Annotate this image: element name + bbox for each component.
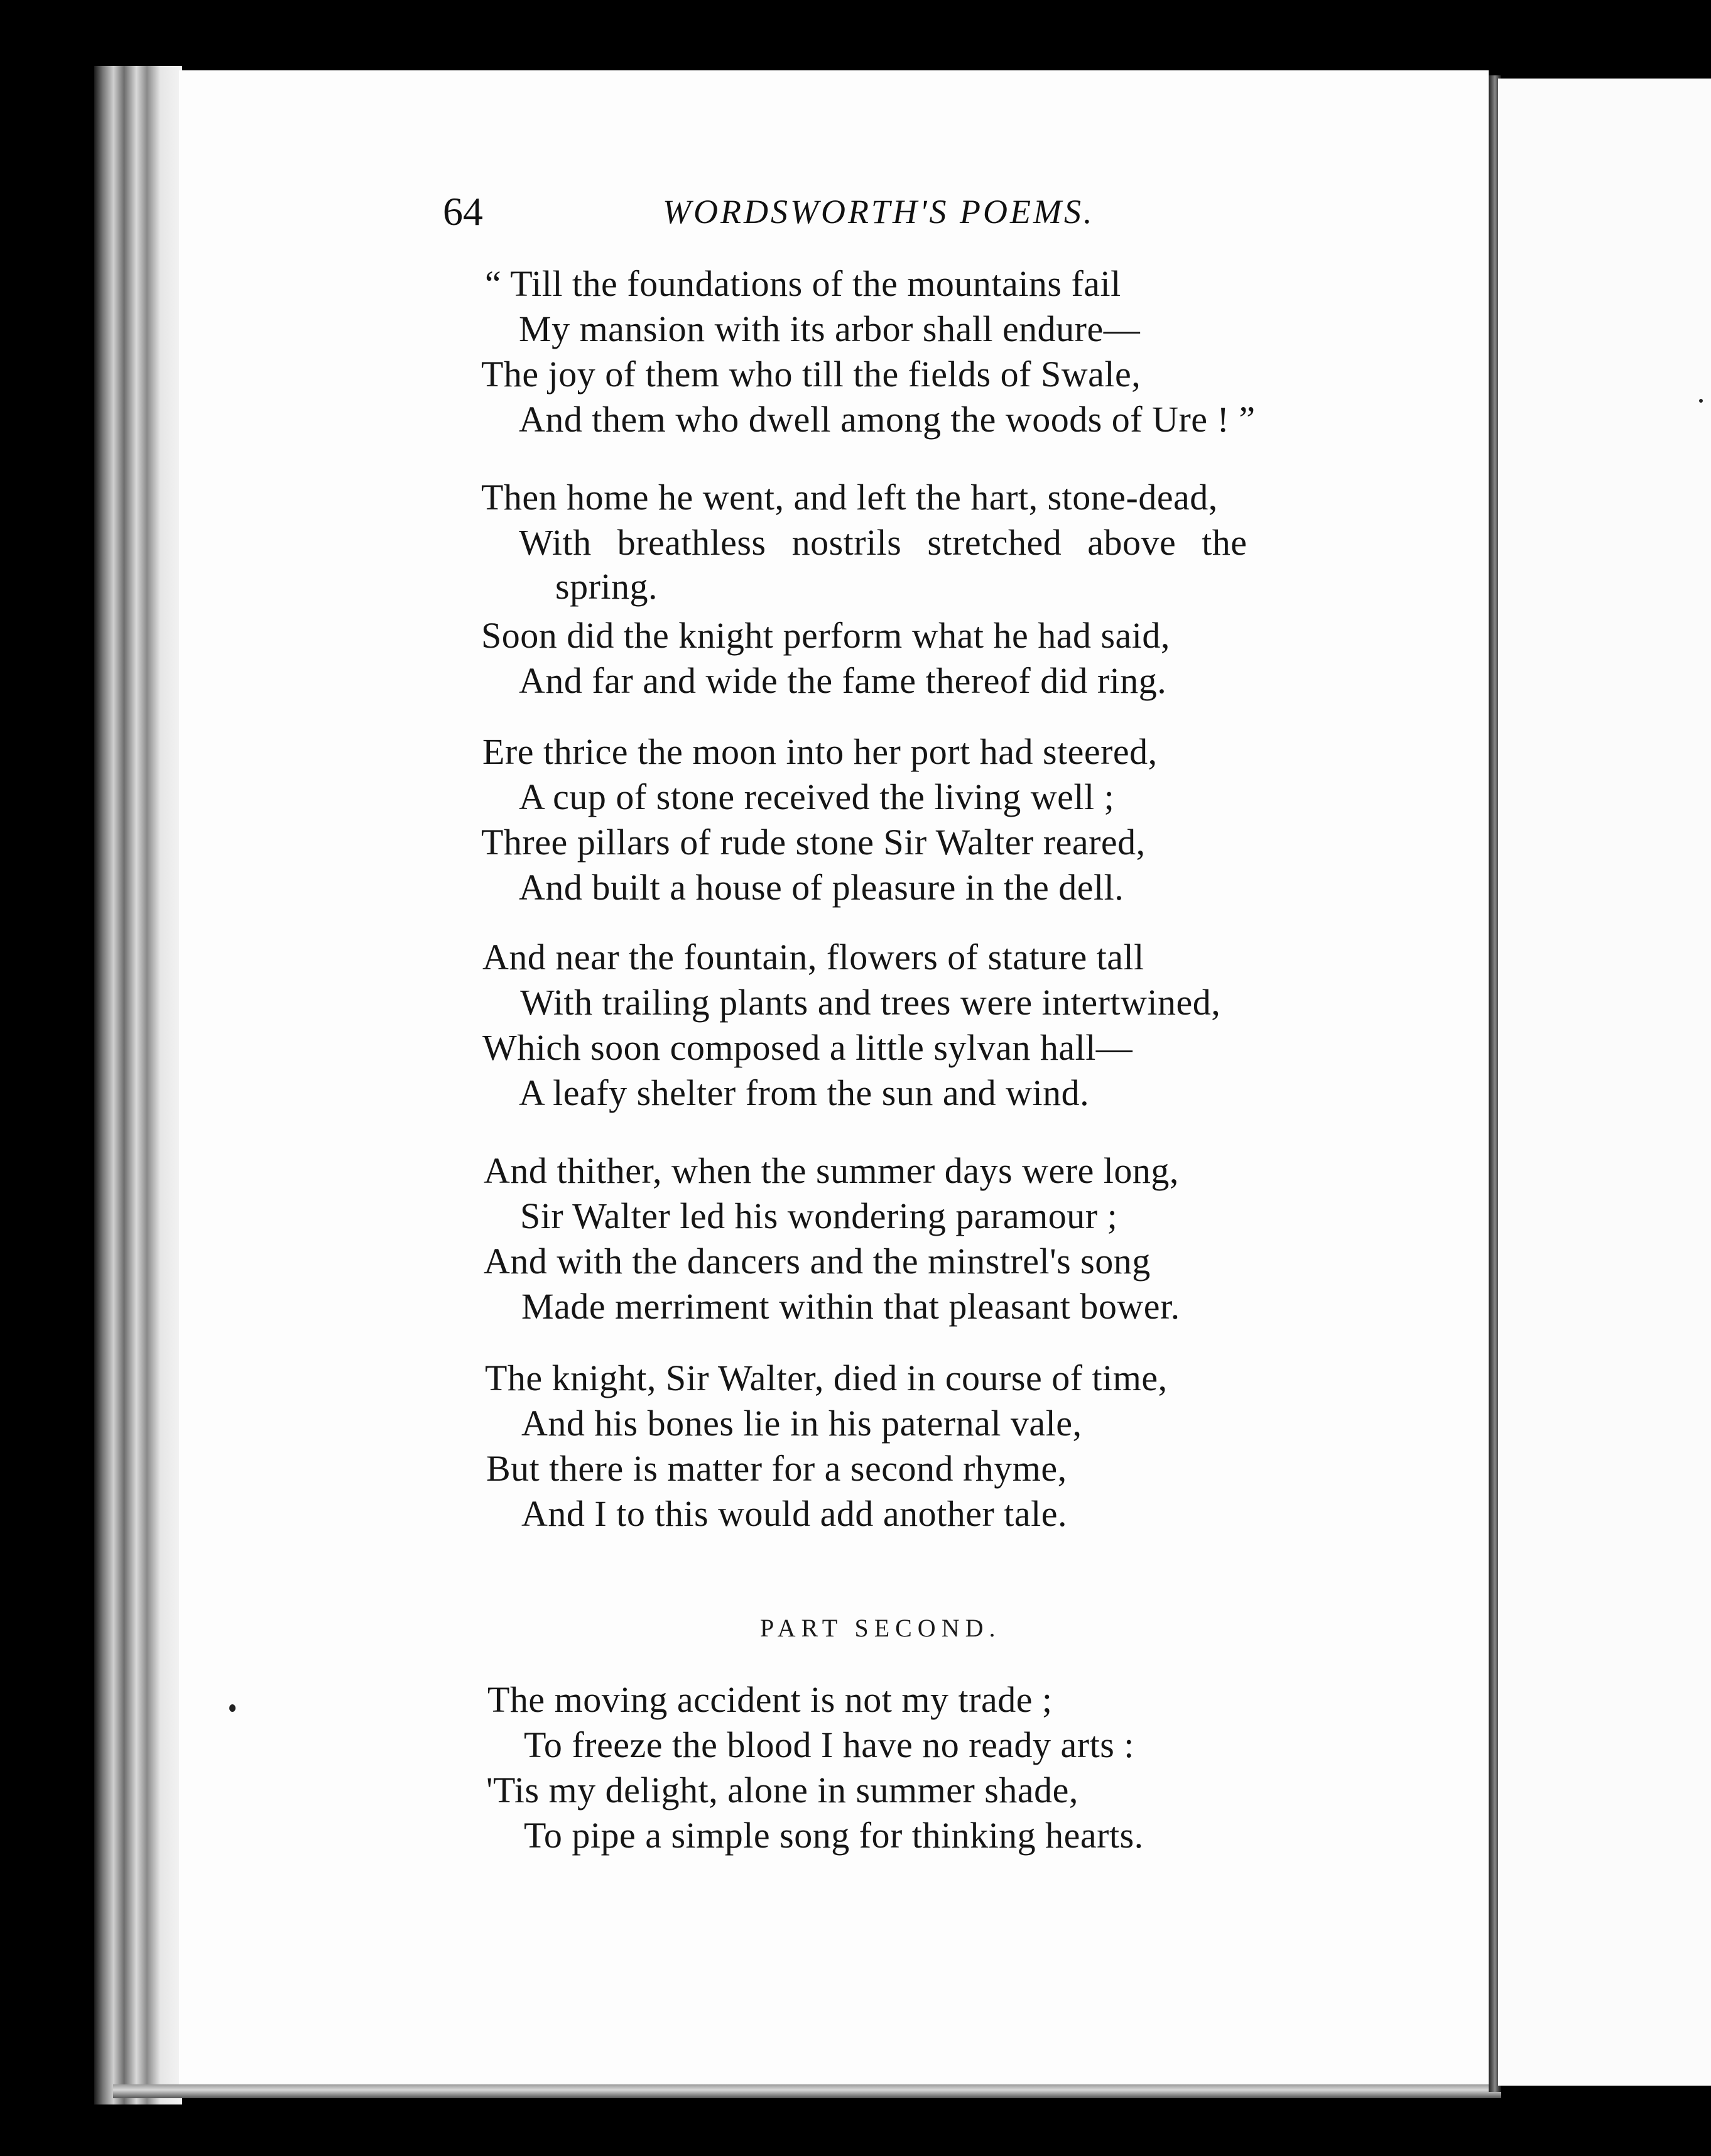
verse-line: The joy of them who till the fields of Swale, bbox=[481, 354, 1141, 395]
verse-line: The knight, Sir Walter, died in course of time, bbox=[485, 1358, 1168, 1398]
verse-line: And built a house of pleasure in the dell. bbox=[519, 867, 1124, 908]
verse-line: With trailing plants and trees were intertwined, bbox=[520, 982, 1221, 1023]
verse-line: To freeze the blood I have no ready arts : bbox=[524, 1724, 1134, 1765]
verse-line: A cup of stone received the living well ; bbox=[519, 776, 1115, 817]
verse-line: To pipe a simple song for thinking hearts. bbox=[524, 1815, 1144, 1856]
verse-line: Made merriment within that pleasant bower. bbox=[521, 1286, 1180, 1327]
scan-speck bbox=[1699, 399, 1703, 403]
verse-line: The moving accident is not my trade ; bbox=[487, 1679, 1053, 1720]
verse-line: And his bones lie in his paternal vale, bbox=[521, 1403, 1082, 1444]
verse-line: Which soon composed a little sylvan hall— bbox=[482, 1027, 1133, 1068]
verse-line: With breathless nostrils stretched above the bbox=[519, 522, 1247, 563]
part-heading: PART SECOND. bbox=[760, 1614, 1001, 1642]
page-bottom-edge bbox=[113, 2084, 1501, 2098]
running-title: WORDSWORTH'S POEMS. bbox=[663, 193, 1095, 231]
book-spine-edge bbox=[94, 66, 182, 2104]
verse-line: spring. bbox=[555, 566, 658, 607]
verse-line: And with the dancers and the minstrel's song bbox=[484, 1241, 1151, 1282]
verse-line: 'Tis my delight, alone in summer shade, bbox=[486, 1770, 1078, 1810]
verse-line: Three pillars of rude stone Sir Walter reared, bbox=[481, 822, 1146, 863]
verse-line: Then home he went, and left the hart, stone-dead, bbox=[481, 477, 1218, 518]
verse-line: And thither, when the summer days were long, bbox=[484, 1150, 1179, 1191]
verse-line: Sir Walter led his wondering paramour ; bbox=[520, 1195, 1118, 1236]
verse-line: “ Till the foundations of the mountains fail bbox=[485, 263, 1121, 304]
verse-line: And far and wide the fame thereof did ring. bbox=[519, 660, 1167, 701]
verse-line: Ere thrice the moon into her port had steered, bbox=[482, 731, 1158, 772]
verse-line: And them who dwell among the woods of Ure ! ” bbox=[519, 399, 1256, 440]
page-header bbox=[443, 188, 1109, 245]
verse-line: My mansion with its arbor shall endure— bbox=[519, 308, 1141, 349]
verse-line: Soon did the knight perform what he had said, bbox=[481, 615, 1170, 656]
verse-line: And near the fountain, flowers of stature tall bbox=[482, 937, 1144, 977]
page-number: 64 bbox=[443, 189, 483, 234]
scan-speck bbox=[229, 1704, 236, 1712]
verse-line: And I to this would add another tale. bbox=[521, 1493, 1067, 1534]
verse-line: But there is matter for a second rhyme, bbox=[486, 1448, 1067, 1489]
facing-page bbox=[1498, 79, 1711, 2086]
verse-line: A leafy shelter from the sun and wind. bbox=[519, 1072, 1090, 1113]
